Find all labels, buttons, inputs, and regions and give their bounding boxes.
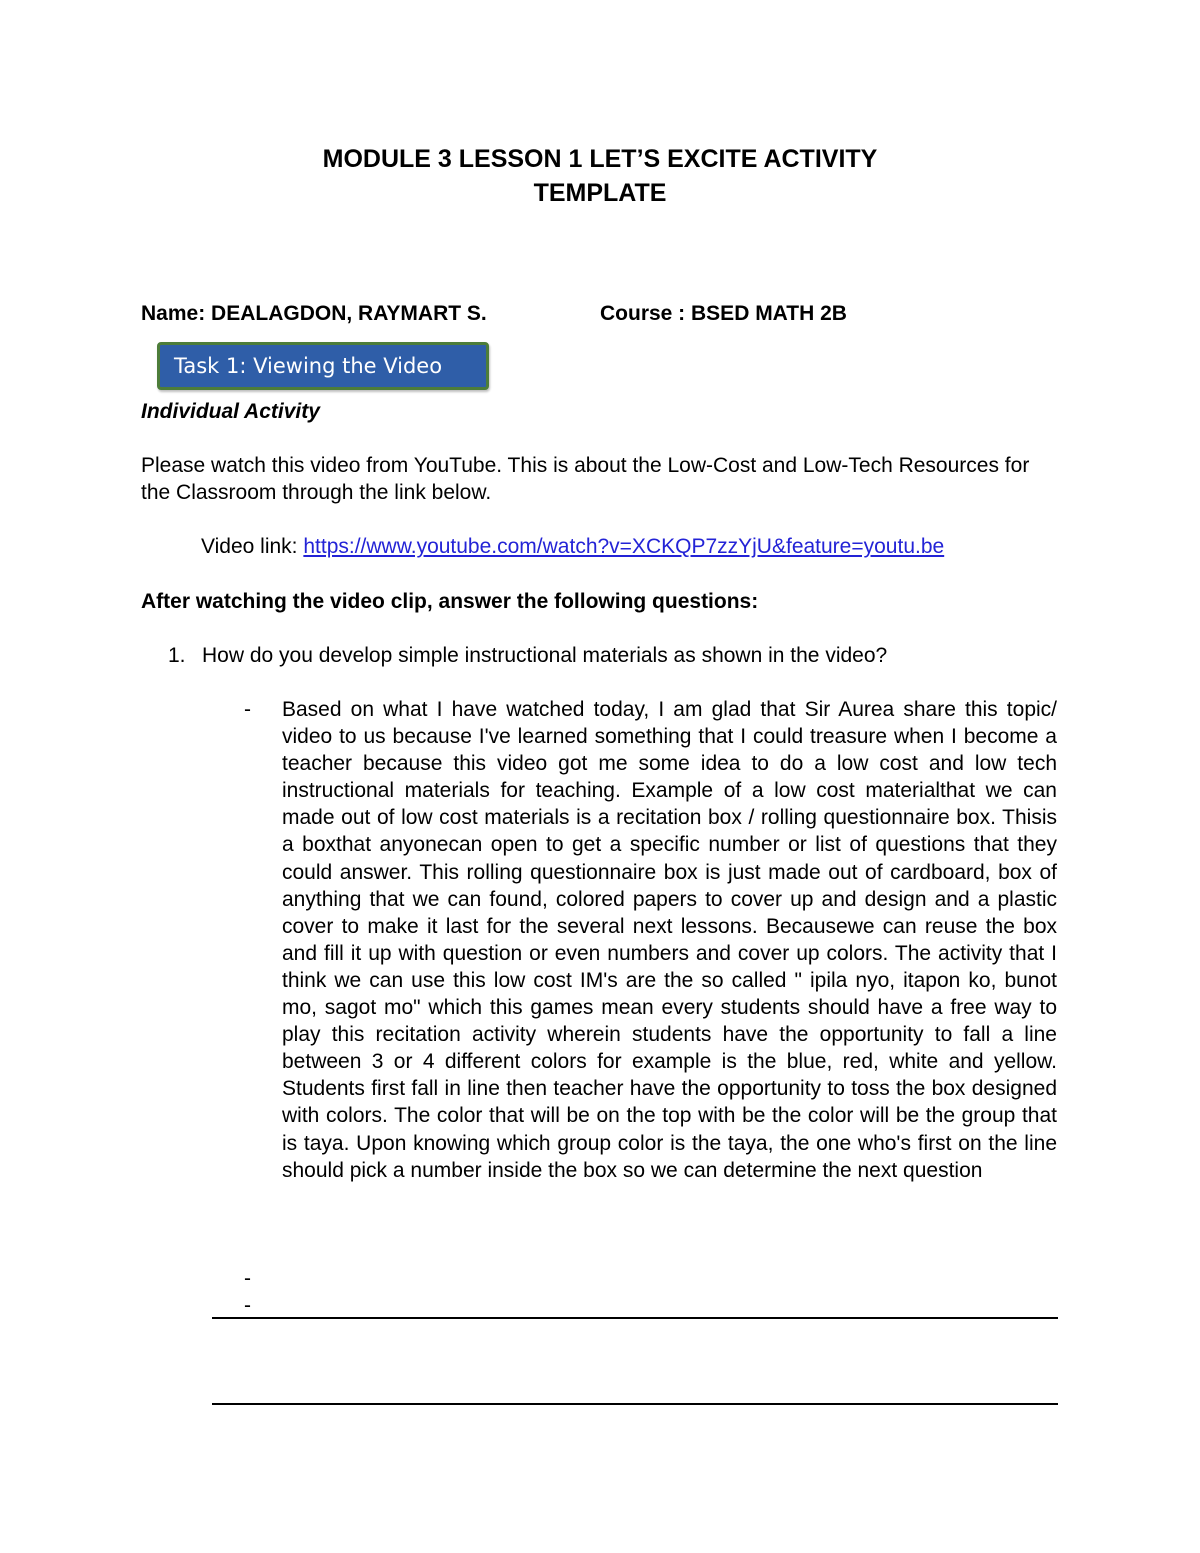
question-text: How do you develop simple instructional materials as shown in the video? xyxy=(202,644,888,667)
document-title-line-2: TEMPLATE xyxy=(533,179,667,207)
empty-answer-bullet: - xyxy=(244,1267,251,1290)
answer-text: Based on what I have watched today, I am glad that Sir Aurea share this topic/ video to us because I've learned something that I could treasure when I become a teacher because this video got me some idea to do a low cost and low tech instructional materials for teaching. Example of a low cost materialthat we can made out of low cost materials is a recitation box / rolling questionnaire box. Thisis a boxthat anyonecan open to get a specific number or list of questions that they could answer. This rolling questionnaire box is just made out of cardboard, box of anything that we can found, colored papers to cover up and design and a plastic cover to make it last for the several next lessons. Becausewe can reuse the box and fill it up with question or even numbers and cover up colors. The activity that I think we can use this low cost IM's are the so called " ipila nyo, itapon ko, bunot mo, sagot mo" which this games mean every students should have a free way to play this recitation activity wherein students have the opportunity to fall a line between 3 or 4 different colors for example is the blue, red, white and yellow. Students first fall in line then teacher have the opportunity to toss the box designed with colors. The color that will be on the top with be the color will be the group that is taya. Upon knowing which group color is the taya, the one who's first on the line should pick a number inside the box so we can determine the next question xyxy=(282,698,1057,1182)
student-course: Course : BSED MATH 2B xyxy=(600,302,847,325)
document-title-line-1: MODULE 3 LESSON 1 LET’S EXCITE ACTIVITY xyxy=(322,145,878,173)
question-number: 1. xyxy=(168,644,186,667)
answer-rule-line xyxy=(212,1403,1058,1405)
answer-rule-line xyxy=(212,1317,1058,1319)
video-link-label: Video link: xyxy=(201,535,304,558)
empty-answer-bullet: - xyxy=(244,1294,251,1317)
answer-bullet: - xyxy=(244,698,251,721)
activity-type-label: Individual Activity xyxy=(141,400,320,423)
questions-heading: After watching the video clip, answer the following questions: xyxy=(141,590,759,613)
task-badge: Task 1: Viewing the Video xyxy=(157,342,489,390)
video-link-line xyxy=(201,533,944,561)
video-link[interactable]: https://www.youtube.com/watch?v=XCKQP7zzYjU&feature=youtu.be xyxy=(303,535,945,558)
student-name: Name: DEALAGDON, RAYMART S. xyxy=(141,302,487,325)
activity-instructions: Please watch this video from YouTube. This is about the Low-Cost and Low-Tech Resources for the Classroom through the link below. xyxy=(141,454,1030,504)
